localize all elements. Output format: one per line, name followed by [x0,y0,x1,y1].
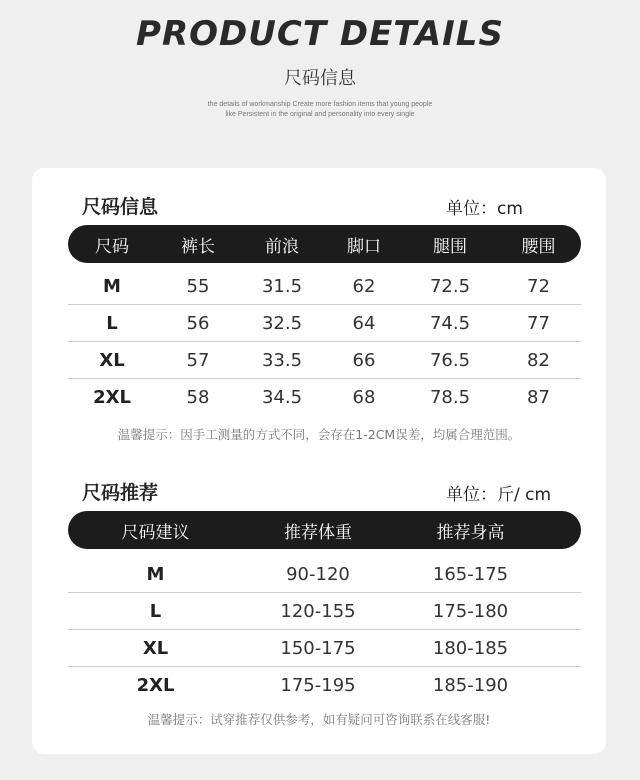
size-cell: XL [142,637,169,659]
column-header: 前浪 [265,236,299,257]
size-cell: 2XL [136,674,175,696]
table-row [68,342,581,379]
table-cell: 78.5 [429,386,471,408]
table-cell: 76.5 [429,349,471,371]
size-info-table [68,268,581,415]
size-cell: 2XL [93,386,131,408]
column-header: 腿围 [433,236,467,257]
table-cell: 66 [352,349,376,371]
column-header: 尺码 [95,236,129,257]
size-cell: XL [99,349,125,371]
description-line: like Persistent in the original and personality into every single [225,111,415,118]
size-recommend-unit: 单位：斤/ cm [446,485,552,505]
page-title: PRODUCT DETAILS [136,14,504,54]
table-cell: 55 [186,275,210,297]
column-header: 推荐身高 [436,522,505,543]
table-cell: 175-180 [432,600,509,622]
size-info-unit: 单位：cm [446,199,523,219]
size-card [32,168,606,754]
table-cell: 34.5 [261,386,303,408]
size-recommend-title: 尺码推荐 [82,482,159,504]
table-cell: 72.5 [429,275,471,297]
table-cell: 62 [352,275,376,297]
size-cell: L [106,312,118,334]
table-cell: 82 [527,349,550,371]
table-row [68,268,581,305]
table-cell: 180-185 [432,637,509,659]
table-row [68,593,581,630]
size-cell: L [149,600,162,622]
size-cell: M [103,275,121,297]
table-cell: 31.5 [261,275,303,297]
table-cell: 77 [527,312,550,334]
table-cell: 32.5 [261,312,303,334]
size-info-title: 尺码信息 [82,196,159,218]
size-recommend-note: 温馨提示：试穿推荐仅供参考，如有疑问可咨询联系在线客服! [147,712,491,727]
table-row [68,379,581,415]
size-recommend-table [68,556,581,703]
table-cell: 90-120 [286,563,350,585]
table-cell: 68 [352,386,376,408]
page-subtitle: 尺码信息 [284,68,356,89]
table-cell: 185-190 [432,674,509,696]
table-cell: 150-175 [280,637,356,659]
size-cell: M [146,563,165,585]
table-row [68,556,581,593]
column-header: 裤长 [181,236,215,257]
column-header: 腰围 [521,236,556,257]
table-row [68,667,581,703]
table-cell: 58 [186,386,210,408]
table-cell: 56 [186,312,210,334]
table-cell: 87 [527,386,550,408]
column-header: 脚口 [347,236,381,257]
table-row [68,305,581,342]
table-cell: 72 [527,275,550,297]
column-header: 尺码建议 [121,522,190,543]
column-header: 推荐体重 [284,522,352,543]
size-recommend-header [68,511,581,549]
description-line: the details of workmanship Create more fashion items that young people [207,101,433,108]
table-cell: 64 [352,312,376,334]
table-cell: 165-175 [432,563,509,585]
table-cell: 33.5 [261,349,303,371]
size-info-header [68,225,581,263]
size-info-note: 温馨提示：因手工测量的方式不同，会存在1-2CM误差，均属合理范围。 [117,427,521,442]
table-cell: 120-155 [280,600,356,622]
page-description [0,100,640,120]
table-cell: 57 [186,349,210,371]
table-row [68,630,581,667]
table-cell: 74.5 [429,312,471,334]
table-cell: 175-195 [280,674,356,696]
